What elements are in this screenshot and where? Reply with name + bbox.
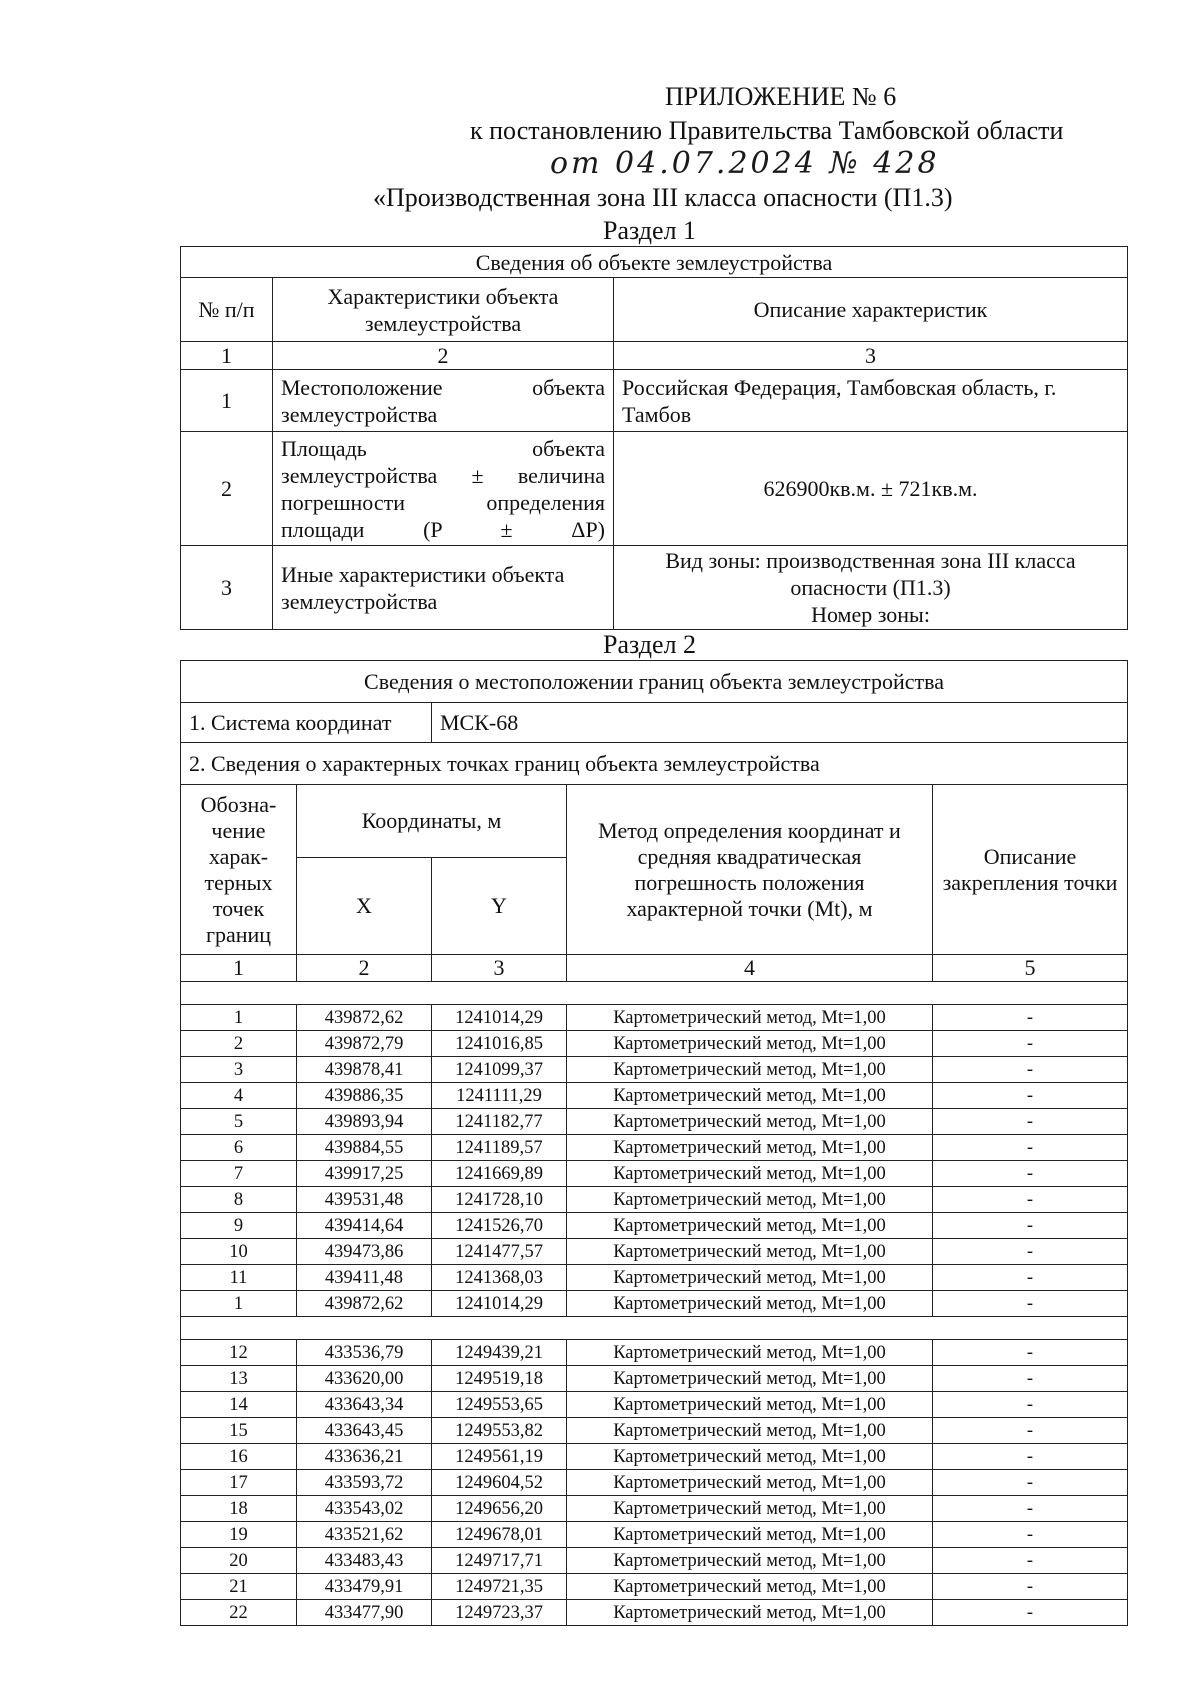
point-fixing: - [933, 1418, 1128, 1444]
point-x: 439886,35 [297, 1083, 432, 1109]
table-row [181, 1239, 1128, 1265]
col-header-num: № п/п [181, 278, 273, 342]
point-x: 439872,62 [297, 1291, 432, 1317]
col-number: 5 [933, 955, 1128, 982]
point-id: 14 [181, 1392, 297, 1418]
point-id: 1 [181, 1291, 297, 1317]
point-method: Картометрический метод, Mt=1,00 [567, 1600, 933, 1626]
point-fixing: - [933, 1031, 1128, 1057]
section2-title: Раздел 2 [603, 630, 697, 659]
point-y: 1249439,21 [432, 1340, 567, 1366]
point-id: 22 [181, 1600, 297, 1626]
row-number: 3 [181, 546, 273, 630]
point-x: 433479,91 [297, 1574, 432, 1600]
point-fixing: - [933, 1239, 1128, 1265]
point-method: Картометрический метод, Mt=1,00 [567, 1522, 933, 1548]
table-row [181, 1031, 1128, 1057]
col-header-characteristics: Характеристики объекта землеустройства [273, 278, 614, 342]
col-header-designation: Обозна-чение харак-терных точек границ [181, 785, 297, 955]
point-x: 439872,62 [297, 1005, 432, 1031]
land-object-table [180, 246, 1128, 630]
point-fixing: - [933, 1187, 1128, 1213]
point-x: 433620,00 [297, 1366, 432, 1392]
point-y: 1241368,03 [432, 1265, 567, 1291]
table-row [181, 1548, 1128, 1574]
point-x: 433643,45 [297, 1418, 432, 1444]
col-number: 1 [181, 955, 297, 982]
point-id: 16 [181, 1444, 297, 1470]
col-header-fixing: Описание закрепления точки [933, 785, 1128, 955]
point-id: 12 [181, 1340, 297, 1366]
table-row [181, 1057, 1128, 1083]
point-fixing: - [933, 1057, 1128, 1083]
point-fixing: - [933, 1161, 1128, 1187]
point-fixing: - [933, 1574, 1128, 1600]
group-separator [181, 1317, 1128, 1340]
point-fixing: - [933, 1444, 1128, 1470]
point-y: 1249678,01 [432, 1522, 567, 1548]
table-row [181, 1187, 1128, 1213]
col-header-x: X [297, 858, 432, 955]
point-x: 439872,79 [297, 1031, 432, 1057]
point-id: 2 [181, 1031, 297, 1057]
point-id: 13 [181, 1366, 297, 1392]
col-header-method: Метод определения координат и средняя квадратическая погрешность положения характерной точки (Mt), м [567, 785, 933, 955]
point-id: 1 [181, 1005, 297, 1031]
point-fixing: - [933, 1340, 1128, 1366]
point-x: 439878,41 [297, 1057, 432, 1083]
table-row [181, 1161, 1128, 1187]
table-row [181, 1418, 1128, 1444]
point-fixing: - [933, 1213, 1128, 1239]
point-x: 433543,02 [297, 1496, 432, 1522]
appendix-number: ПРИЛОЖЕНИЕ № 6 [665, 82, 897, 111]
point-id: 10 [181, 1239, 297, 1265]
point-method: Картометрический метод, Mt=1,00 [567, 1444, 933, 1470]
point-x: 433636,21 [297, 1444, 432, 1470]
point-x: 433593,72 [297, 1470, 432, 1496]
col-number: 3 [614, 342, 1128, 370]
col-header-y: Y [432, 858, 567, 955]
point-y: 1241014,29 [432, 1005, 567, 1031]
point-id: 11 [181, 1265, 297, 1291]
col-header-coords: Координаты, м [297, 785, 567, 858]
point-id: 21 [181, 1574, 297, 1600]
point-id: 15 [181, 1418, 297, 1444]
point-y: 1241669,89 [432, 1161, 567, 1187]
coord-system-label: 1. Система координат [181, 703, 432, 743]
zone-type: Вид зоны: производственная зона III класса опасности (П1.3) [665, 548, 1076, 600]
section1-title: Раздел 1 [603, 216, 697, 245]
point-id: 4 [181, 1083, 297, 1109]
point-method: Картометрический метод, Mt=1,00 [567, 1083, 933, 1109]
point-method: Картометрический метод, Mt=1,00 [567, 1239, 933, 1265]
point-id: 5 [181, 1109, 297, 1135]
point-y: 1249553,65 [432, 1392, 567, 1418]
point-fixing: - [933, 1083, 1128, 1109]
point-y: 1249553,82 [432, 1418, 567, 1444]
point-y: 1241477,57 [432, 1239, 567, 1265]
table-row [181, 1005, 1128, 1031]
table-row [181, 1265, 1128, 1291]
table-row [181, 370, 1128, 432]
point-id: 17 [181, 1470, 297, 1496]
decree-reference: к постановлению Правительства Тамбовской области [470, 116, 1064, 145]
point-method: Картометрический метод, Mt=1,00 [567, 1496, 933, 1522]
point-method: Картометрический метод, Mt=1,00 [567, 1392, 933, 1418]
point-fixing: - [933, 1496, 1128, 1522]
group-separator [181, 982, 1128, 1005]
point-x: 439884,55 [297, 1135, 432, 1161]
point-x: 439411,48 [297, 1265, 432, 1291]
point-y: 1249721,35 [432, 1574, 567, 1600]
point-method: Картометрический метод, Mt=1,00 [567, 1213, 933, 1239]
point-method: Картометрический метод, Mt=1,00 [567, 1031, 933, 1057]
point-fixing: - [933, 1392, 1128, 1418]
point-id: 6 [181, 1135, 297, 1161]
table-row [181, 1574, 1128, 1600]
point-fixing: - [933, 1600, 1128, 1626]
point-method: Картометрический метод, Mt=1,00 [567, 1291, 933, 1317]
table-row [181, 1366, 1128, 1392]
separator-cell [181, 982, 1128, 1005]
point-method: Картометрический метод, Mt=1,00 [567, 1161, 933, 1187]
point-id: 3 [181, 1057, 297, 1083]
col-number: 1 [181, 342, 273, 370]
point-fixing: - [933, 1135, 1128, 1161]
point-method: Картометрический метод, Mt=1,00 [567, 1057, 933, 1083]
point-fixing: - [933, 1109, 1128, 1135]
point-fixing: - [933, 1265, 1128, 1291]
point-y: 1241526,70 [432, 1213, 567, 1239]
col-header-description: Описание характеристик [614, 278, 1128, 342]
point-y: 1249717,71 [432, 1548, 567, 1574]
col-number: 2 [297, 955, 432, 982]
point-y: 1249723,37 [432, 1600, 567, 1626]
point-method: Картометрический метод, Mt=1,00 [567, 1418, 933, 1444]
separator-cell [181, 1317, 1128, 1340]
point-x: 433521,62 [297, 1522, 432, 1548]
table-row [181, 1496, 1128, 1522]
point-x: 433483,43 [297, 1548, 432, 1574]
point-y: 1241189,57 [432, 1135, 567, 1161]
point-method: Картометрический метод, Mt=1,00 [567, 1548, 933, 1574]
table-row [181, 1444, 1128, 1470]
row-description [614, 546, 1128, 630]
point-x: 439917,25 [297, 1161, 432, 1187]
point-x: 439414,64 [297, 1213, 432, 1239]
point-y: 1249604,52 [432, 1470, 567, 1496]
point-fixing: - [933, 1548, 1128, 1574]
col-number: 4 [567, 955, 933, 982]
point-x: 439531,48 [297, 1187, 432, 1213]
table-row [181, 1340, 1128, 1366]
point-method: Картометрический метод, Mt=1,00 [567, 1470, 933, 1496]
point-y: 1249519,18 [432, 1366, 567, 1392]
table-row [181, 1470, 1128, 1496]
point-fixing: - [933, 1291, 1128, 1317]
point-y: 1249656,20 [432, 1496, 567, 1522]
point-fixing: - [933, 1366, 1128, 1392]
table1-title: Сведения об объекте землеустройства [181, 247, 1128, 278]
col-number: 3 [432, 955, 567, 982]
point-method: Картометрический метод, Mt=1,00 [567, 1265, 933, 1291]
table-row [181, 1135, 1128, 1161]
table-row [181, 1291, 1128, 1317]
point-y: 1241014,29 [432, 1291, 567, 1317]
row-description: 626900кв.м. ± 721кв.м. [614, 432, 1128, 546]
point-fixing: - [933, 1522, 1128, 1548]
boundary-points-table [180, 660, 1128, 1626]
point-x: 439473,86 [297, 1239, 432, 1265]
row-number: 2 [181, 432, 273, 546]
handwritten-date-number: от 04.07.2024 № 428 [550, 146, 940, 181]
point-id: 20 [181, 1548, 297, 1574]
point-fixing: - [933, 1005, 1128, 1031]
table-row [181, 1600, 1128, 1626]
point-x: 433643,34 [297, 1392, 432, 1418]
point-y: 1241111,29 [432, 1083, 567, 1109]
table-row [181, 1213, 1128, 1239]
points-title: 2. Сведения о характерных точках границ объекта землеустройства [181, 743, 1128, 785]
point-id: 19 [181, 1522, 297, 1548]
point-method: Картометрический метод, Mt=1,00 [567, 1135, 933, 1161]
point-y: 1249561,19 [432, 1444, 567, 1470]
zone-number: Номер зоны: [811, 602, 930, 627]
point-y: 1241182,77 [432, 1109, 567, 1135]
table-row [181, 1109, 1128, 1135]
point-method: Картометрический метод, Mt=1,00 [567, 1574, 933, 1600]
table-row [181, 1392, 1128, 1418]
row-characteristic: Площадь объекта землеустройства ± величина погрешности определения площади (P ± ΔP) [273, 432, 614, 546]
point-method: Картометрический метод, Mt=1,00 [567, 1340, 933, 1366]
col-number: 2 [273, 342, 614, 370]
point-method: Картометрический метод, Mt=1,00 [567, 1187, 933, 1213]
point-x: 439893,94 [297, 1109, 432, 1135]
point-id: 8 [181, 1187, 297, 1213]
zone-title: «Производственная зона III класса опасности (П1.3) [373, 183, 953, 212]
table2-title: Сведения о местоположении границ объекта землеустройства [181, 661, 1128, 703]
row-characteristic: Местоположение объекта землеустройства [273, 370, 614, 432]
point-method: Картометрический метод, Mt=1,00 [567, 1109, 933, 1135]
table-row [181, 432, 1128, 546]
table-row [181, 1522, 1128, 1548]
point-y: 1241099,37 [432, 1057, 567, 1083]
table-row [181, 546, 1128, 630]
point-id: 18 [181, 1496, 297, 1522]
point-x: 433477,90 [297, 1600, 432, 1626]
table-row [181, 1083, 1128, 1109]
point-y: 1241016,85 [432, 1031, 567, 1057]
point-y: 1241728,10 [432, 1187, 567, 1213]
row-characteristic: Иные характеристики объекта землеустройства [273, 546, 614, 630]
point-method: Картометрический метод, Mt=1,00 [567, 1366, 933, 1392]
point-fixing: - [933, 1470, 1128, 1496]
coord-system-value: МСК-68 [432, 703, 1128, 743]
row-number: 1 [181, 370, 273, 432]
point-id: 9 [181, 1213, 297, 1239]
row-description: Российская Федерация, Тамбовская область, г. Тамбов [614, 370, 1128, 432]
point-id: 7 [181, 1161, 297, 1187]
point-method: Картометрический метод, Mt=1,00 [567, 1005, 933, 1031]
point-x: 433536,79 [297, 1340, 432, 1366]
